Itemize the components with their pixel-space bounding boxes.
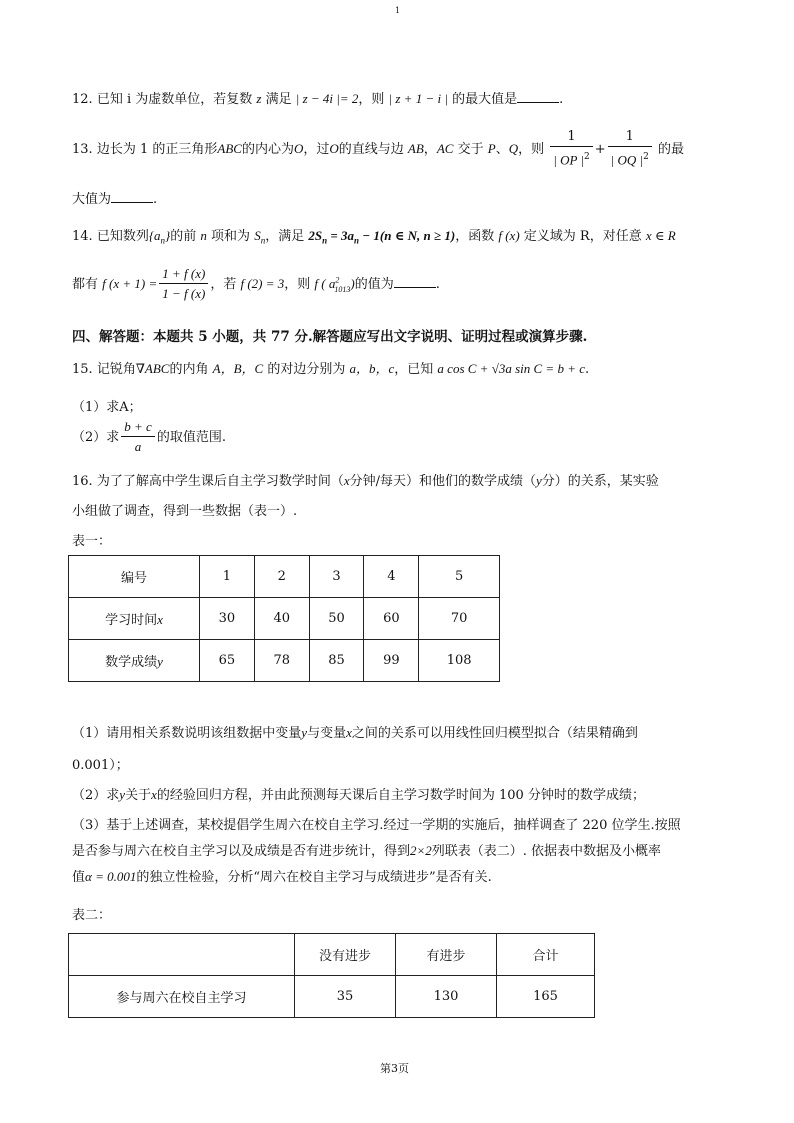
q16-number: 16. — [72, 474, 93, 489]
page-top-mark: 1 — [395, 6, 401, 15]
table-cell: 108 — [419, 640, 500, 682]
question-13: 13. 边长为 1 的正三角形ABC的内心为O，过O的直线与边 AB，AC 交于 P、Q，则 $\frac{1}{| OP |^2}$ + $\frac{1}{| OQ |^2}$ 的最 — [72, 128, 684, 171]
table-cell: 学习时间x — [69, 598, 200, 640]
table-cell: 5 — [419, 556, 500, 598]
q16-part1: （1）请用相关系数说明该组数据中变量y与变量x之间的关系可以用线性回归模型拟合（结果精确到 — [72, 725, 638, 741]
q16-part1-line2: 0.001）； — [72, 758, 129, 773]
q15-part2: （2）求 $\frac{b + c}{a}$ 的取值范围. — [72, 418, 226, 457]
table-cell: 70 — [419, 598, 500, 640]
question-14: 14. 已知数列$\{a_n\}$的前 n 项和为 $S_n$，满足 $2S_n = 3a_n - 1(n$ ∈ N, n ≥ 1)，函数 f (x) 定义域为 R，对任意 x ∈ R — [72, 228, 676, 246]
table-cell: 130 — [396, 976, 497, 1018]
question-12: 12. 已知 i 为虚数单位，若复数 z 满足 | z − 4i |= 2，则 | z + 1 − i | 的最大值是 . — [72, 91, 564, 107]
q15-fraction: $\frac{b + c}{a}$ — [121, 418, 155, 457]
question-16-line2: 小组做了调查，得到一些数据（表一）. — [72, 504, 298, 519]
page-footer: 第3页 — [380, 1062, 409, 1075]
table-row — [69, 598, 500, 640]
q13-fraction-op: $\frac{1}{| OP |^2}$ — [550, 128, 592, 171]
q14-number: 14. — [72, 229, 93, 244]
q14-fraction: $\frac{1 + f (x)}{1 - f (x)}$ — [159, 265, 208, 304]
answer-blank[interactable] — [111, 190, 153, 203]
q13-fraction-oq: $\frac{1}{| OQ |^2}$ — [608, 128, 652, 171]
table-cell: 99 — [364, 640, 419, 682]
answer-blank[interactable] — [517, 90, 559, 103]
table-cell: 合计 — [497, 934, 595, 976]
q12-expression: | z + 1 − i | — [388, 91, 448, 106]
section-heading: 四、解答题：本题共 5 小题，共 77 分.解答题应写出文字说明、证明过程或演算步骤. — [72, 329, 588, 345]
q15-number: 15. — [72, 362, 93, 377]
table-cell: 30 — [200, 598, 255, 640]
table-cell: 165 — [497, 976, 595, 1018]
table-cell: 数学成绩y — [69, 640, 200, 682]
q13-number: 13. — [72, 142, 93, 158]
table-row — [69, 976, 595, 1018]
table-row — [69, 556, 500, 598]
q16-part3-line3: 值α = 0.001的独立性检验，分析“周六在校自主学习与成绩进步”是否有关. — [72, 869, 492, 885]
question-16: 16. 为了了解高中学生课后自主学习数学时间（x分钟/每天）和他们的数学成绩（y分）的关系，某实验 — [72, 473, 659, 489]
q15-equation: a cos C + √3a sin C = b + c — [437, 361, 585, 376]
q14-condition: $2S_n = 3a_n - 1(n$ ∈ N, n ≥ 1) — [308, 228, 456, 246]
q15-part1: （1）求A； — [72, 400, 142, 415]
table-cell: 85 — [309, 640, 364, 682]
question-14-line2: 都有 f (x + 1) = $\frac{1 + f (x)}{1 - f (x)}$ ，若 f (2) = 3，则 f ( $a^2_{1013}$)的值为 . — [72, 265, 440, 304]
table-row — [69, 934, 595, 976]
table-row — [69, 640, 500, 682]
q12-condition: | z − 4i |= 2 — [295, 91, 359, 106]
answer-blank[interactable] — [394, 275, 436, 288]
table-cell: 78 — [254, 640, 309, 682]
q16-part3: （3）基于上述调查，某校提倡学生周六在校自主学习.经过一学期的实施后，抽样调查了 220 位学生.按照 — [72, 818, 681, 833]
table-cell: 50 — [309, 598, 364, 640]
table-cell: 参与周六在校自主学习 — [69, 976, 295, 1018]
data-table-1 — [68, 555, 500, 682]
question-13-line2: 大值为 . — [72, 192, 158, 207]
table-cell: 3 — [309, 556, 364, 598]
question-15: 15. 记锐角∇ABC的内角 A，B，C 的对边分别为 a，b，c，已知 a cos C + √3a sin C = b + c. — [72, 361, 590, 377]
table-cell: 35 — [295, 976, 396, 1018]
table2-label: 表二： — [72, 908, 112, 923]
table-cell: 4 — [364, 556, 419, 598]
table-cell: 1 — [200, 556, 255, 598]
table-cell: 没有进步 — [295, 934, 396, 976]
table1-label: 表一： — [72, 534, 112, 549]
table-cell: 编号 — [69, 556, 200, 598]
table-cell: 40 — [254, 598, 309, 640]
contingency-table-2 — [68, 933, 595, 1018]
table-cell: 65 — [200, 640, 255, 682]
q16-part2: （2）求y关于x的经验回归方程，并由此预测每天课后自主学习数学时间为 100 分钟时的数学成绩； — [72, 787, 645, 803]
table-cell — [69, 934, 295, 976]
q12-number: 12. — [72, 92, 93, 107]
table-cell: 60 — [364, 598, 419, 640]
table-cell: 2 — [254, 556, 309, 598]
table-cell: 有进步 — [396, 934, 497, 976]
q16-part3-line2: 是否参与周六在校自主学习以及成绩是否有进步统计，得到2×2列联表（表二）. 依据表中数据及小概率 — [72, 843, 662, 859]
